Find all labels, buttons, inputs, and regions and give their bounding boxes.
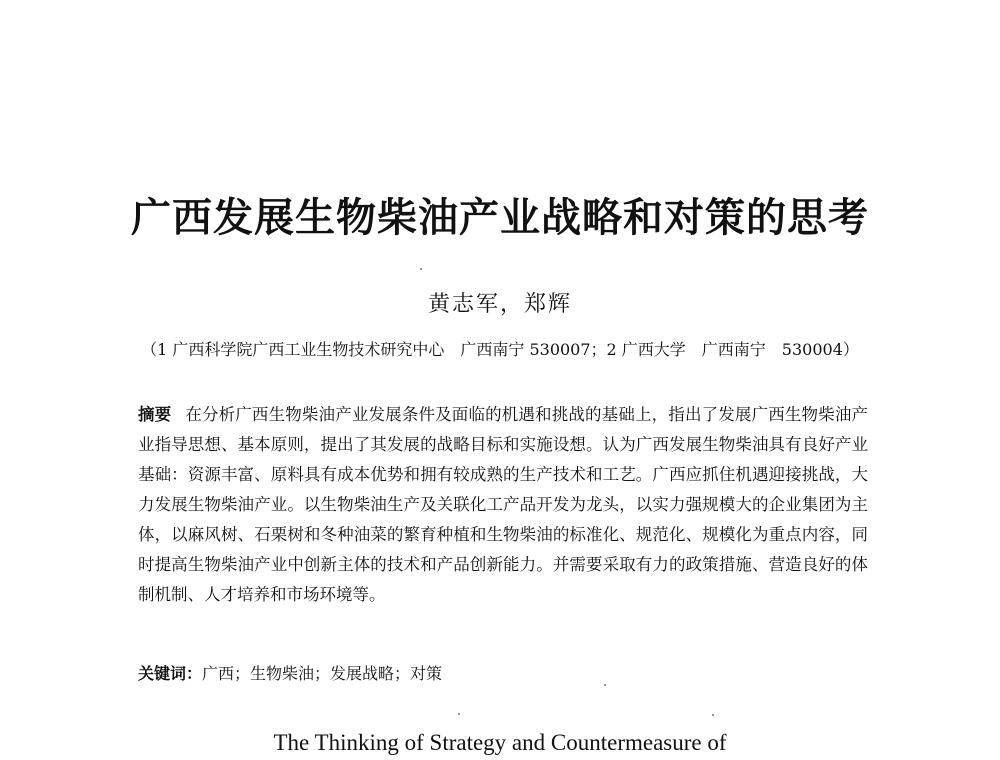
paper-authors: 黄志军，郑辉	[427, 292, 572, 317]
keywords-block	[138, 660, 868, 688]
paper-affiliation: （1 广西科学院广西工业生物技术研究中心 广西南宁 530007；2 广西大学 广西南宁 530004）	[141, 340, 859, 359]
paper-title: 广西发展生物柴油产业战略和对策的思考	[131, 194, 869, 241]
scan-speck	[712, 714, 714, 716]
keywords-label: 关键词：	[138, 664, 203, 683]
scan-speck	[420, 268, 422, 270]
english-title: The Thinking of Strategy and Countermeasure of	[273, 730, 727, 755]
abstract-block	[138, 400, 868, 610]
scan-speck	[604, 684, 606, 686]
scan-speck	[458, 713, 460, 715]
abstract-text: 在分析广西生物柴油产业发展条件及面临的机遇和挑战的基础上，指出了发展广西生物柴油产业指导思想、基本原则，提出了其发展的战略目标和实施设想。认为广西发展生物柴油具有良好产业基础：资源丰富、原料具有成本优势和拥有较成熟的生产技术和工艺。广西应抓住机遇迎接挑战，大力发展生物柴油产业。以生物柴油生产及关联化工产品开发为龙头，以实力强规模大的企业集团为主体，以麻风树、石栗树和冬种油菜的繁育种植和生物柴油的标准化、规范化、规模化为重点内容，同时提高生物柴油产业中创新主体的技术和产品创新能力。并需要采取有力的政策措施、营造良好的体制机制、人才培养和市场环境等。	[138, 405, 869, 604]
abstract-label: 摘要	[138, 405, 172, 424]
keywords-text: 广西；生物柴油；发展战略；对策	[202, 664, 443, 683]
